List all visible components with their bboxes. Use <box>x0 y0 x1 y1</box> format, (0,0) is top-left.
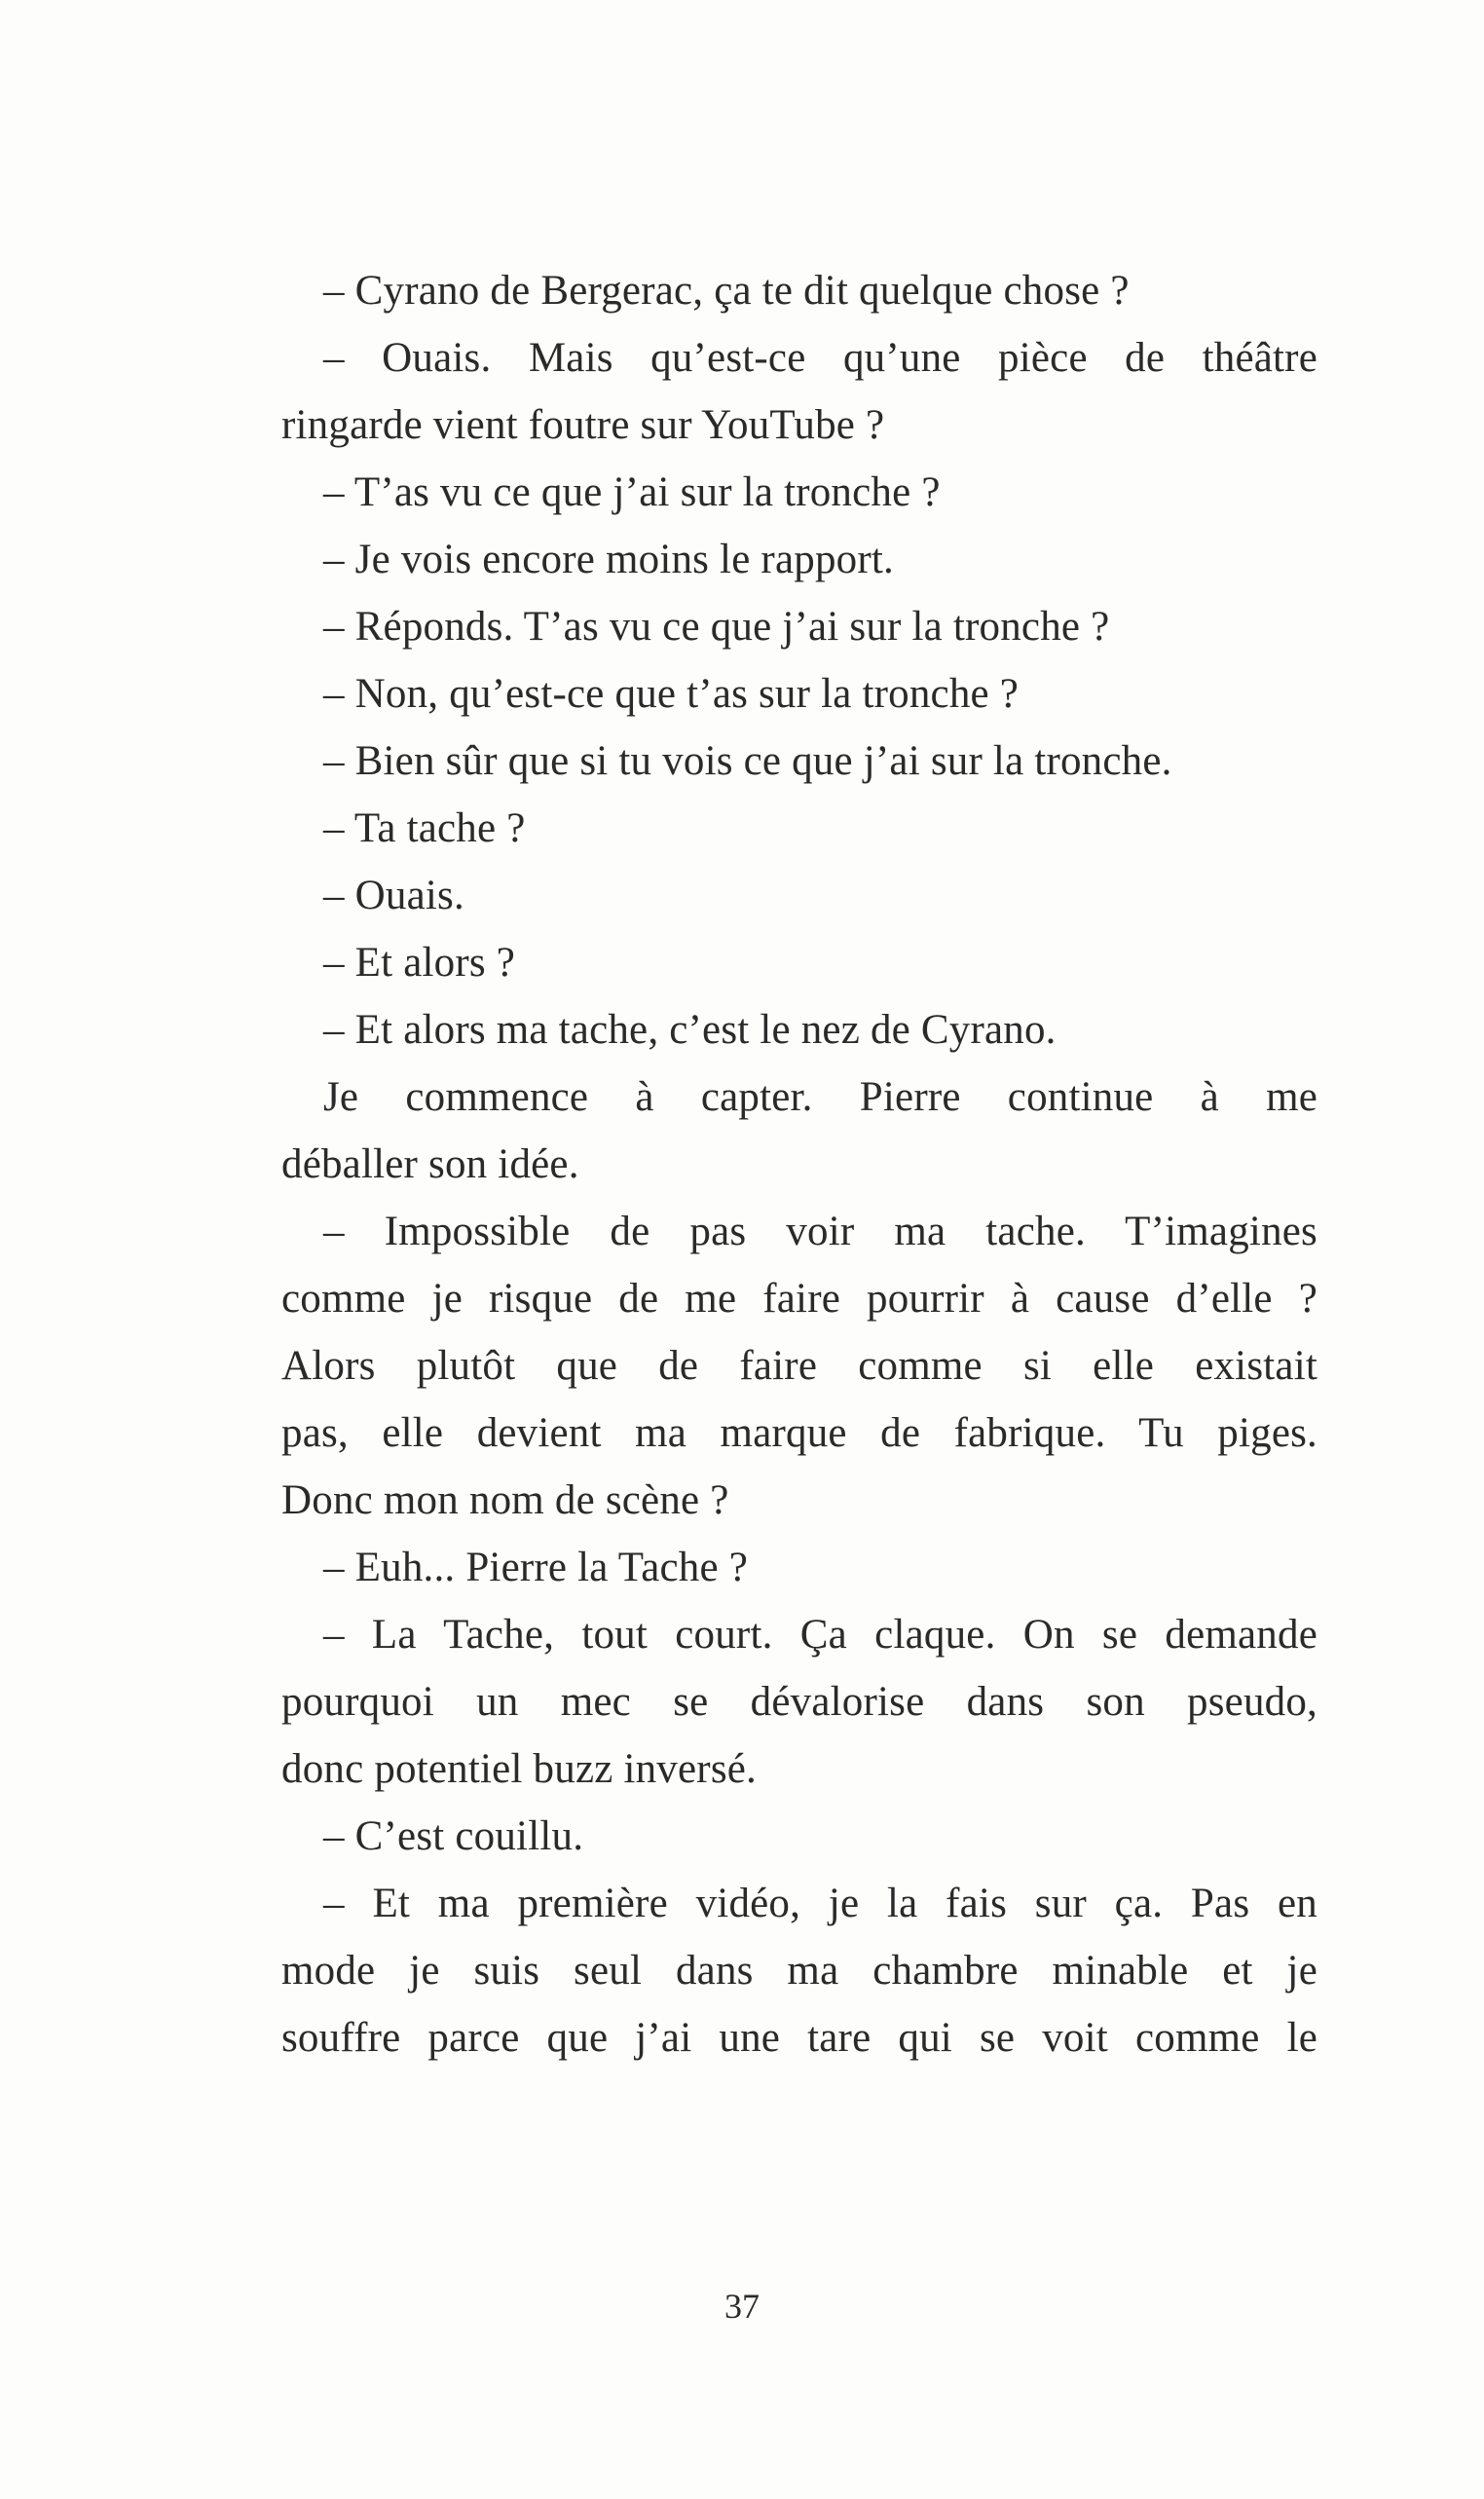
text-line: – Réponds. T’as vu ce que j’ai sur la tronche ? <box>323 604 1110 650</box>
text-line: Donc mon nom de scène ? <box>281 1477 729 1523</box>
body-text <box>281 257 1317 2071</box>
text-line: – Bien sûr que si tu vois ce que j’ai sur la tronche. <box>323 738 1172 784</box>
text-line: comme je risque de me faire pourrir à cause d’elle ? <box>281 1276 1317 1322</box>
text-line: donc potentiel buzz inversé. <box>281 1746 757 1792</box>
text-line: pourquoi un mec se dévalorise dans son pseudo, <box>281 1679 1317 1725</box>
text-line: mode je suis seul dans ma chambre minable et je <box>281 1948 1317 1994</box>
page-number: 37 <box>724 2287 760 2326</box>
text-line: – Euh... Pierre la Tache ? <box>323 1545 748 1590</box>
text-line: – Ta tache ? <box>323 805 526 851</box>
text-line: déballer son idée. <box>281 1141 579 1187</box>
text-line: – Non, qu’est-ce que t’as sur la tronche ? <box>323 671 1020 717</box>
text-line: – T’as vu ce que j’ai sur la tronche ? <box>323 469 941 515</box>
text-line: – Impossible de pas voir ma tache. T’imagines <box>323 1209 1317 1254</box>
text-line: Je commence à capter. Pierre continue à me <box>323 1074 1317 1120</box>
text-line: pas, elle devient ma marque de fabrique. Tu piges. <box>281 1410 1317 1456</box>
text-line: – Je vois encore moins le rapport. <box>323 537 894 582</box>
text-line: – Et alors ? <box>323 940 516 986</box>
text-line: – La Tache, tout court. Ça claque. On se demande <box>323 1612 1317 1658</box>
text-line: ringarde vient foutre sur YouTube ? <box>281 402 885 448</box>
text-line: – C’est couillu. <box>323 1813 584 1859</box>
text-line: Alors plutôt que de faire comme si elle existait <box>281 1343 1317 1389</box>
text-line: – Ouais. <box>323 873 464 918</box>
text-line: – Ouais. Mais qu’est-ce qu’une pièce de théâtre <box>323 335 1317 381</box>
text-line: – Et ma première vidéo, je la fais sur ça. Pas en <box>323 1881 1317 1926</box>
text-line: – Et alors ma tache, c’est le nez de Cyrano. <box>323 1007 1057 1053</box>
text-line: – Cyrano de Bergerac, ça te dit quelque chose ? <box>323 268 1130 314</box>
text-line: souffre parce que j’ai une tare qui se voit comme le <box>281 2015 1317 2061</box>
